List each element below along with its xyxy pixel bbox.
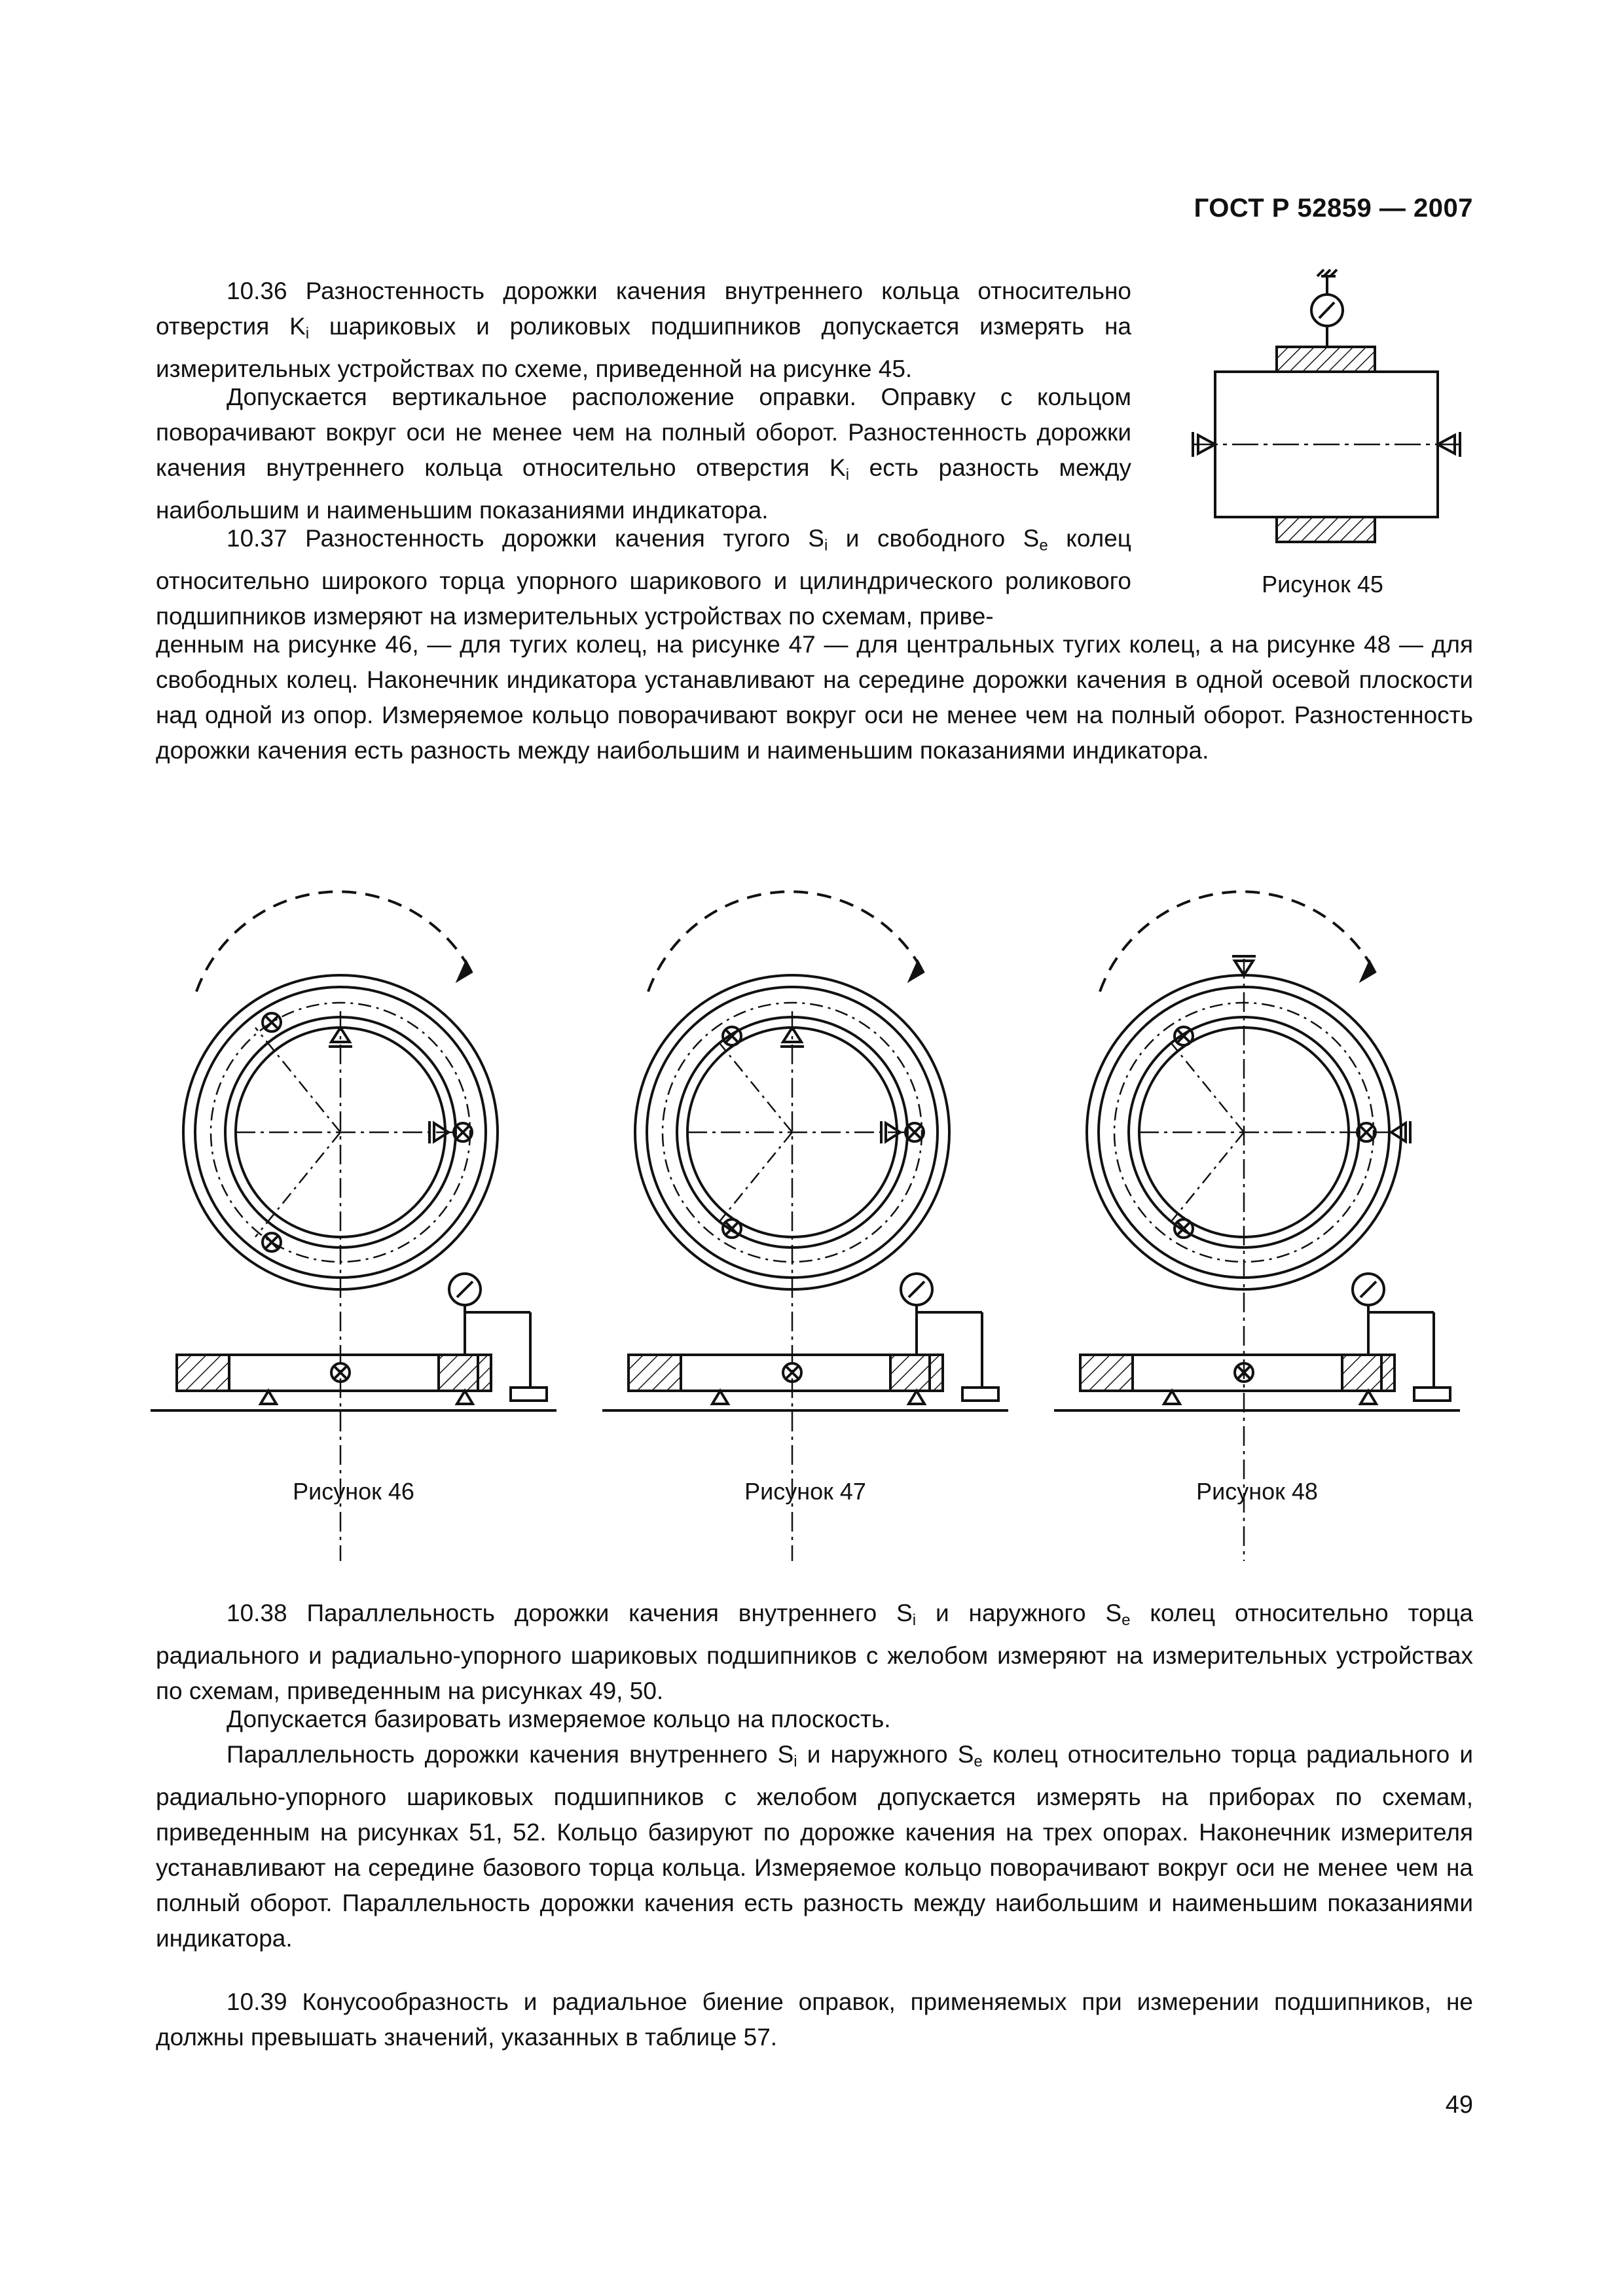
caption-figure-48: Рисунок 48	[1196, 1478, 1318, 1505]
figure-45	[1172, 268, 1473, 576]
paragraph-parallelism: Параллельность дорожки качения внутреннего $S_i$ и наружного $S_e$ колец относительно торца радиального и радиально-упорного шариковых подшипников с желобом допускается измерять на приборах по схемам, приведенным на рисунках 51, 52. Кольцо базируют по дорожке качения на трех опорах. Наконечник измерителя устанавливают на середине базового торца кольца. Измеряемое кольцо поворачивают вокруг оси не менее чем на полный оборот. Параллельность дорожки качения есть разность между наибольшим и наименьшим показаниями индикатора.	[156, 1741, 1473, 1952]
figure-48	[1054, 906, 1460, 1443]
paragraph-base-plane: Допускается базировать измеряемое кольцо на плоскость.	[227, 1706, 891, 1732]
paragraph-mandrel: Допускается вертикальное расположение оправки. Оправку с кольцом поворачивают вокруг оси не менее чем на полный оборот. Разностенность дорожки качения внутреннего кольца относительно отверстия $K_i$ есть разность между наибольшим и наименьшим показаниями индикатора.	[156, 384, 1131, 524]
paragraph-10-37-cont: денным на рисунке 46, — для тугих колец, на рисунке 47 — для центральных тугих колец, а на рисунке 48 — для свободных колец. Наконечник индикатора устанавливают на середине дорожки качения в одной осевой плоскости над одной из опор. Измеряемое кольцо поворачивают вокруг оси не менее чем на полный оборот. Разностенность дорожки качения есть разность между наибольшим и наименьшим показаниями индикатора.	[156, 631, 1473, 764]
figure-46	[151, 906, 556, 1443]
paragraph-10-39: 10.39 Конусообразность и радиальное биение оправок, применяемых при измерении подшипников, не должны превышать значений, указанных в таблице 57.	[156, 1988, 1473, 2051]
caption-figure-46: Рисунок 46	[293, 1478, 414, 1505]
page-number: 49	[1445, 2091, 1473, 2119]
caption-figure-47: Рисунок 47	[744, 1478, 866, 1505]
paragraph-10-36: 10.36 Разностенность дорожки качения внутреннего кольца относительно отверстия $K_i$ шариковых и роликовых подшипников допускается измерять на измерительных устройствах по схеме, приведенной на рисунке 45.	[156, 278, 1131, 382]
paragraph-10-37-start: 10.37 Разностенность дорожки качения тугого $S_i$ и свободного $S_e$ колец относительно широкого торца упорного шарикового и цилиндрического роликового подшипников измеряют на измерительных устройствах по схемам, приве-	[156, 525, 1131, 630]
figure-47	[602, 906, 1008, 1443]
standard-header: ГОСТ Р 52859 — 2007	[1194, 194, 1473, 223]
paragraph-10-38: 10.38 Параллельность дорожки качения внутреннего $S_i$ и наружного $S_e$ колец относительно торца радиального и радиально-упорного шариковых подшипников с желобом измеряют на измерительных устройствах по схемам, приведенным на рисунках 49, 50.	[156, 1600, 1473, 1704]
caption-figure-45: Рисунок 45	[1262, 571, 1383, 598]
